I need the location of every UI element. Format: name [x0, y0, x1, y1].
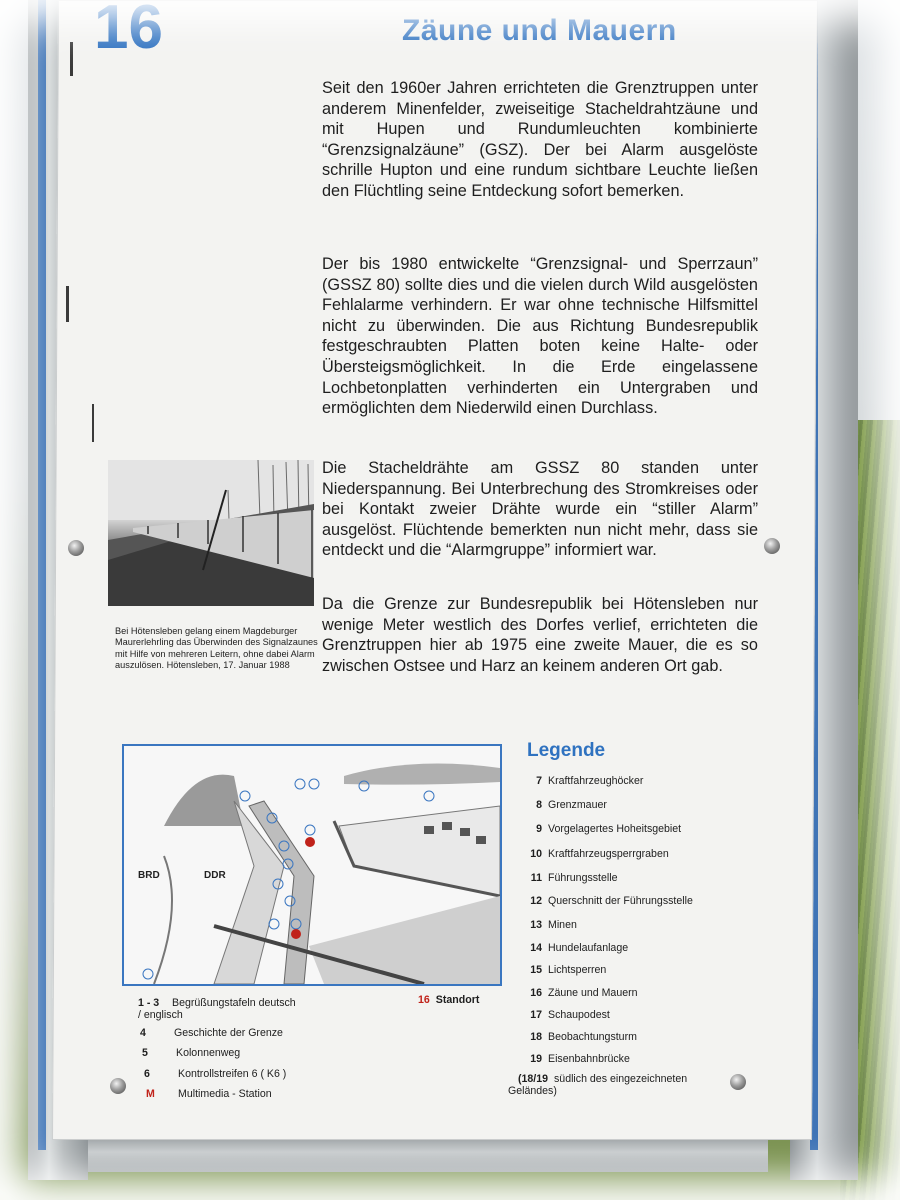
legend-item: 11 Führungsstelle: [530, 872, 618, 884]
legend-item: 17 Schaupodest: [530, 1009, 610, 1021]
legend-bottom-item: 6 Kontrollstreifen 6 ( K6 ): [144, 1068, 287, 1080]
scuff-mark: [70, 42, 73, 76]
bolt: [764, 538, 780, 554]
historic-photo: [108, 460, 314, 606]
legend-item: 16 Zäune und Mauern: [530, 987, 638, 999]
paragraph-4: Da die Grenze zur Bundesrepublik bei Hötensleben nur wenige Meter westlich des Dorfes verlief, errichteten die Grenztruppen hier ab 1975 eine zweite Mauer, die es so zwischen Ostsee und Harz an keinem anderen Ort gab.: [322, 595, 758, 675]
legend-bottom-item: 5 Kolonnenweg: [142, 1047, 241, 1059]
paragraph-2: Der bis 1980 entwickelte “Grenzsignal- und Sperrzaun” (GSSZ 80) sollte dies und die vielen durch Wild ausgelösten Fehlalarme verhindern. Er war ohne technische Hilfsmittel nicht zu überwinden. Die aus Richtung Bundesrepublik festgeschraubten Platten boten keine Halte- oder Übersteigsmöglichkeit. In die Erde eingelassene Lochbetonplatten verhinderten ein Untergraben und ermöglichten dem Niederwild einen Durchlass.: [322, 255, 758, 418]
standort-marker: 16 Standort: [418, 994, 480, 1006]
left-blue-edge: [38, 0, 46, 1150]
map-label-brd: BRD: [138, 870, 160, 881]
bolt: [68, 540, 84, 556]
sign-title: Zäune und Mauern: [402, 14, 677, 47]
scuff-mark: [66, 286, 69, 322]
map-label-ddr: DDR: [204, 870, 226, 881]
bolt: [110, 1078, 126, 1094]
legend-item: 12 Querschnitt der Führungsstelle: [530, 895, 693, 907]
photo-caption: Bei Hötensleben gelang einem Magdeburger Maurerlehrling das Überwinden des Signalzaunes mit Hilfe von mehreren Leitern, ohne dabei Alarm auszulösen. Hötensleben, 17. Januar 1988: [115, 626, 318, 670]
legend-bottom-item: 4 Geschichte der Grenze: [140, 1027, 283, 1039]
legend-item: 7 Kraftfahrzeughöcker: [536, 775, 644, 787]
legend-item: 10 Kraftfahrzeugsperrgraben: [530, 848, 669, 860]
bolt: [730, 1074, 746, 1090]
legend-bottom-item: M Multimedia - Station: [146, 1088, 272, 1100]
legend-item: 15 Lichtsperren: [530, 964, 607, 976]
station-number: 16: [94, 0, 163, 62]
legend-bottom-item: 1 - 3 Begrüßungstafeln deutsch / englisch: [138, 997, 296, 1021]
legend-item: 13 Minen: [530, 919, 577, 931]
legend-title: Legende: [527, 740, 606, 761]
legend-item: 14 Hundelaufanlage: [530, 942, 629, 954]
paragraph-1: Seit den 1960er Jahren errichteten die Grenztruppen unter anderem Minenfelder, zweiseitige Stacheldrahtzäune und mit Hupen und Rundumleuchten kombinierte “Grenzsignalzäune” (GSZ). Der bei Alarm ausgelöste schrille Hupton und eine rundum sichtbare Leuchte ließen den Flüchtling seine Entdeckung sofort bemerken.: [322, 79, 758, 200]
legend-item: 19 Eisenbahnbrücke: [530, 1053, 630, 1065]
legend-item: 9 Vorgelagertes Hoheitsgebiet: [536, 823, 682, 835]
scuff-mark: [92, 404, 94, 442]
legend-item: 8 Grenzmauer: [536, 799, 607, 811]
site-map: [122, 744, 502, 986]
legend-item: 18 Beobachtungsturm: [530, 1031, 637, 1043]
legend-item-note: (18/19 südlich des eingezeichneten Geländes): [508, 1073, 688, 1097]
paragraph-3: Die Stacheldrähte am GSSZ 80 standen unter Niederspannung. Bei Unterbrechung des Stromkreises oder bei Kontakt zweier Drähte wurde ein “stiller Alarm” ausgelöst. Flüchtende bemerkten nun nicht mehr, dass sie entdeckt und die “Alarmgruppe” informiert war.: [322, 459, 758, 560]
